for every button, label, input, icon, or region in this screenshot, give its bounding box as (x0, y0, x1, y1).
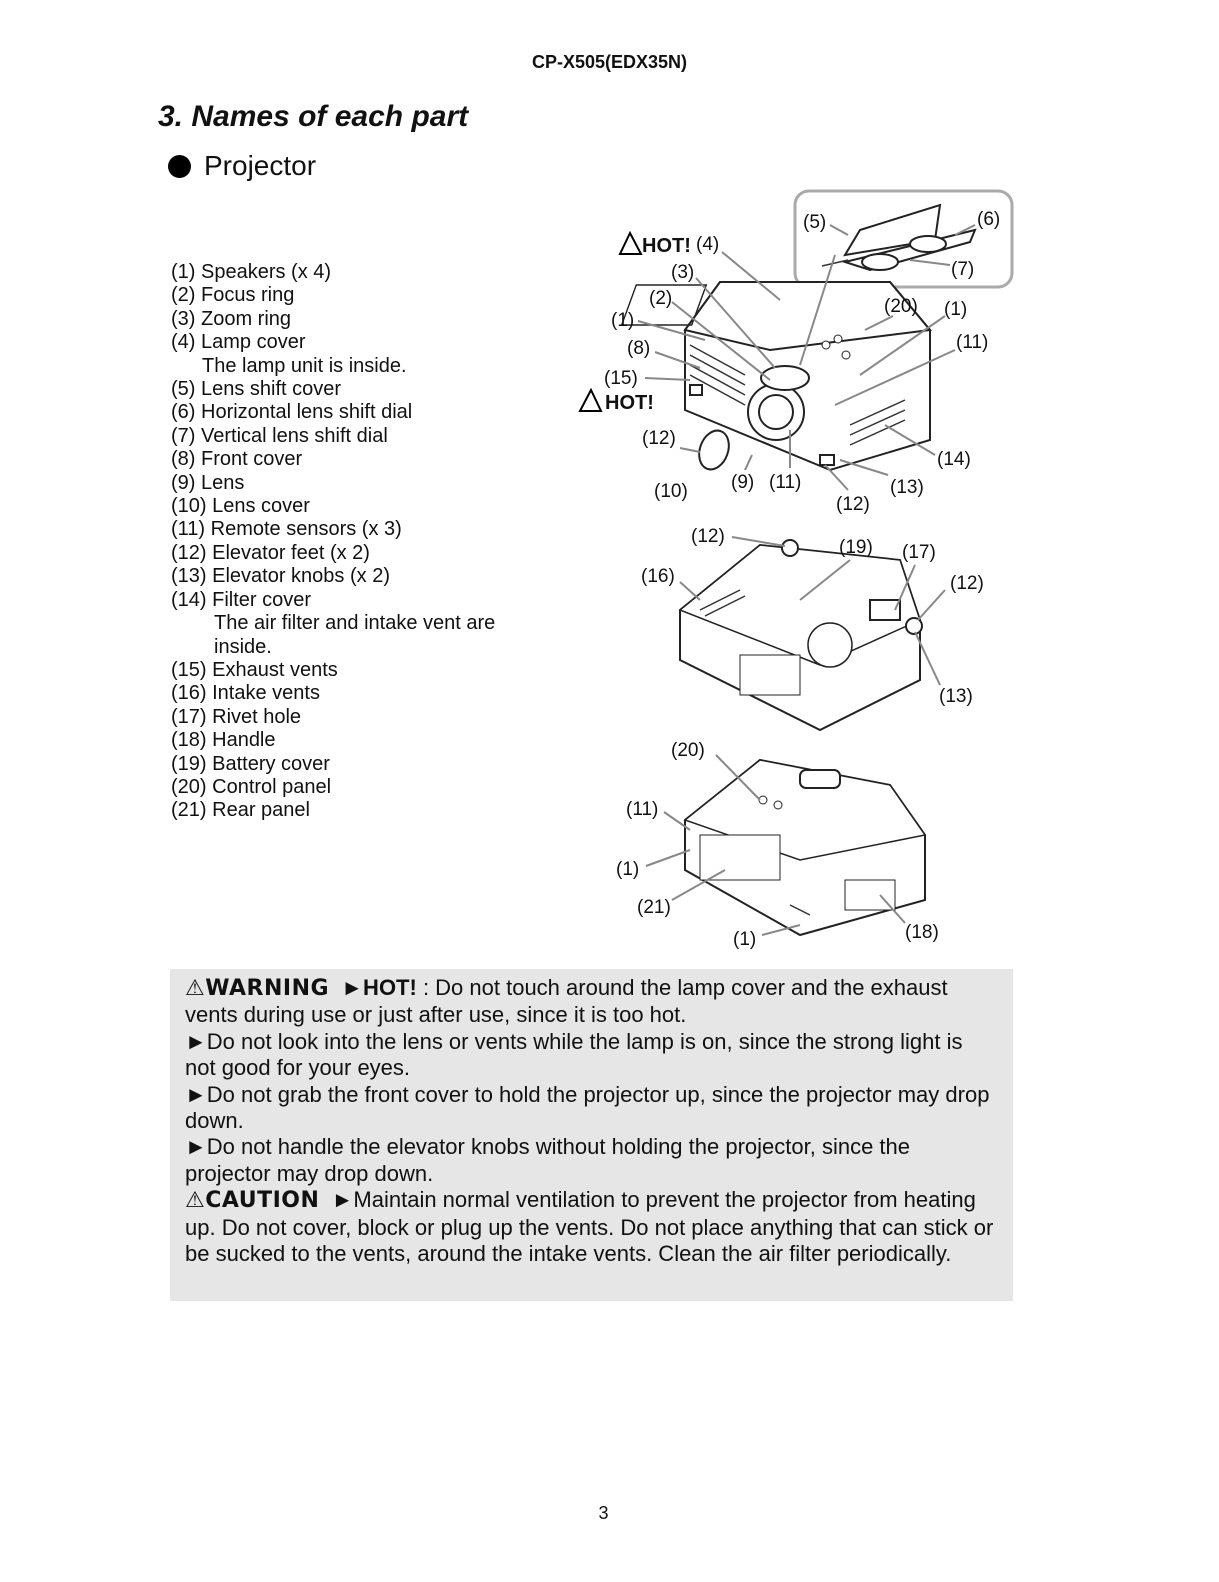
list-item (171, 776, 495, 799)
part-label: (21) Rear panel (171, 799, 310, 822)
part-label: (19) Battery cover (171, 752, 330, 775)
part-label: (11) Remote sensors (x 3) (171, 518, 402, 541)
subsection-heading (168, 150, 316, 182)
warning-triangle-icon (580, 390, 601, 411)
callout-label: (12) (950, 573, 984, 594)
list-item (171, 378, 495, 401)
part-note: inside. (214, 635, 272, 658)
callout-label: (13) (939, 686, 973, 707)
list-item (171, 799, 495, 822)
warning-item: ►Do not handle the elevator knobs without holding the projector, since the projector may drop down. (185, 1134, 911, 1186)
hot-warning-side (580, 390, 654, 414)
part-label: (18) Handle (171, 729, 276, 752)
callout-label: (1) (733, 929, 757, 950)
caution-icon: ⚠ (185, 1188, 206, 1214)
part-label: (8) Front cover (171, 448, 303, 471)
warning-box (170, 969, 1013, 1301)
callout-label: (11) (769, 472, 802, 493)
part-note: The air filter and intake vent are (214, 612, 496, 635)
list-item (171, 495, 495, 518)
document-header: CP-X505(EDX35N) (531, 52, 688, 72)
callout-label: (21) (637, 897, 671, 918)
lens-shift-inset (795, 191, 1012, 287)
callout-label: (4) (696, 234, 720, 255)
hot-marker: ►HOT! (341, 975, 417, 1000)
parts-list (171, 261, 495, 823)
part-label: (10) Lens cover (171, 495, 310, 518)
part-label: (9) Lens (171, 471, 245, 494)
list-item (171, 565, 495, 588)
part-label: (5) Lens shift cover (171, 378, 342, 401)
part-label: (4) Lamp cover (171, 331, 306, 354)
part-label: (15) Exhaust vents (171, 658, 338, 681)
callout-label: (10) (654, 481, 688, 502)
warning-hot-paragraph (185, 975, 998, 1029)
warning-item: ►Do not look into the lens or vents while the lamp is on, since the strong light is not good for your eyes. (185, 1028, 963, 1081)
projector-diagram (575, 185, 1015, 955)
warning-label: WARNING (205, 976, 330, 1001)
callout-label: (12) (836, 494, 870, 515)
list-item (171, 401, 495, 424)
list-item (171, 659, 495, 682)
callout-label: (3) (671, 262, 695, 283)
warning-icon: ⚠ (185, 976, 206, 1001)
callout-label: (16) (641, 566, 675, 587)
list-item (171, 753, 495, 776)
callout-label: (12) (691, 526, 725, 547)
section-title: 3. Names of each part (158, 100, 469, 133)
callout-label: (15) (604, 368, 638, 389)
callout-label: (18) (905, 922, 939, 943)
list-item (171, 729, 495, 752)
part-label: (6) Horizontal lens shift dial (171, 401, 413, 424)
part-note: The lamp unit is inside. (202, 354, 407, 377)
list-item (171, 331, 495, 378)
part-label: (13) Elevator knobs (x 2) (171, 565, 390, 588)
part-label: (16) Intake vents (171, 682, 320, 705)
projector-rear-view (685, 760, 925, 935)
bullet-icon (168, 155, 191, 178)
caution-paragraph (185, 1187, 998, 1267)
list-item (171, 589, 495, 659)
warning-hot-text: : Do not touch around the lamp cover and the exhaust vents during use or just after use, since it is too hot. (185, 975, 948, 1028)
callout-label: (8) (627, 338, 651, 359)
callout-label: (9) (731, 472, 755, 493)
callout-label: (14) (937, 449, 971, 470)
callout-label: (1) (944, 299, 968, 320)
list-item (171, 425, 495, 448)
part-label: (2) Focus ring (171, 284, 295, 307)
list-item (171, 706, 495, 729)
callout-label: (11) (956, 332, 989, 353)
callout-label: (20) (671, 740, 705, 761)
part-label: (14) Filter cover (171, 588, 312, 611)
callout-label: (2) (649, 288, 673, 309)
callout-label: (19) (839, 537, 873, 558)
callout-label: (1) (616, 859, 640, 880)
hot-label: HOT! (605, 392, 654, 414)
warning-item: ►Do not grab the front cover to hold the projector up, since the projector may drop down. (185, 1081, 990, 1134)
callout-label: (17) (902, 542, 936, 563)
part-label: (20) Control panel (171, 775, 332, 798)
list-item (171, 682, 495, 705)
callout-label: (20) (884, 296, 918, 317)
page-number: 3 (598, 1503, 609, 1523)
callout-label: (5) (803, 212, 827, 233)
hot-warning-top (620, 233, 691, 257)
list-item (171, 261, 495, 284)
list-item (171, 518, 495, 541)
list-item (171, 284, 495, 307)
warning-triangle-icon (620, 233, 641, 254)
part-label: (12) Elevator feet (x 2) (171, 541, 370, 564)
part-label: (7) Vertical lens shift dial (171, 424, 388, 447)
list-item (171, 472, 495, 495)
list-item (171, 308, 495, 331)
caution-text: ►Maintain normal ventilation to prevent the projector from heating up. Do not cover, block or plug up the vents. Do not place anything that can stick or be sucked to the vents, around the intake vents. Clean the air filter periodically. (185, 1187, 994, 1267)
callout-label: (13) (890, 477, 924, 498)
list-item (171, 542, 495, 565)
caution-label: CAUTION (205, 1188, 320, 1214)
part-label: (3) Zoom ring (171, 307, 292, 330)
list-item (171, 448, 495, 471)
projector-bottom-view (680, 540, 922, 730)
subsection-title: Projector (204, 150, 317, 181)
callout-label: (12) (642, 428, 676, 449)
part-label: (1) Speakers (x 4) (171, 261, 332, 283)
callout-label: (1) (611, 310, 635, 331)
callout-label: (6) (977, 209, 1001, 230)
hot-label: HOT! (642, 235, 691, 257)
callout-label: (7) (951, 259, 975, 280)
part-label: (17) Rivet hole (171, 705, 302, 728)
callout-label: (11) (626, 799, 659, 820)
